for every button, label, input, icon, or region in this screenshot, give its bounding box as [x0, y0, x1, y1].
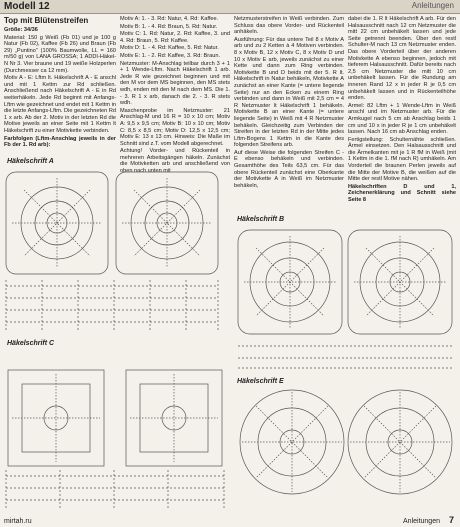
text-column-4: [348, 16, 456, 224]
mesh-pattern-text: Netzmuster: M-Anschlag teilbar durch 3 + 1 + 1 Wende-Lftm. Nach Häkelschrift 1 arb. Jede R wie gezeichnet beginnen und mit den M vor dem MS beginnen, den MS stets wdh, enden mit den M nach dem MS. Die 1. - 3. R 1 x arb, danach die 2. - 3. R stets wdh.: [120, 60, 230, 107]
page-header: [0, 0, 460, 14]
crochet-chart-a: [2, 166, 230, 336]
sleeves-text: Armel: 82 Lftm + 1 Wende-Lftm in Weiß anschl und im Netzmuster arb. Für die Armkugel nach 5 cm ab Anschlag beids 1 cm und 10 x in jeder R je 1 cm unbehäkelt lassen. Nach 16 cm ab Anschlag enden.: [348, 102, 456, 136]
see-page-note: Häkelschriften D und 1, Zeichenerklärung und Schnitt siehe Seite 8: [348, 183, 456, 204]
text-column-1: [4, 16, 116, 158]
watermark-site: mirtah.ru: [4, 518, 32, 525]
chart-a-label: Häkelschrift A: [7, 158, 54, 165]
color-sequence-heading: Farbfolgen (Lftm-Anschlag jeweils in der Fb der 1. Rd arb):: [4, 135, 116, 149]
chart-c-label: Häkelschrift C: [7, 340, 55, 347]
size-text: Größe: 34/36: [4, 27, 38, 33]
motif-instructions: Motiv A - E: Lftm lt. Häkelschrift A - E anschl und mit 1 Kettm zur Rd schließen. Anschließend nach Häkelschrift A - E in Rd weiterhäkeln. Jede Rd beginnt mit Anfangs-Lftm wie gezeichnet und endet mit 1 Kettm in die letzte Anfangs-Lftm. Die gezeichneten Rd 1 x arb. Ab der 2. Motiv in der letzten Rd die Motive jeweils an einer Seite mit 1 Kettm lt Häkelschrift zu einer Motivkette verbinden.: [4, 75, 116, 134]
page-number: 7: [448, 515, 454, 525]
header-section: Anleitungen: [411, 1, 454, 10]
chart-e-label: Häkelschrift E: [237, 378, 284, 385]
material-text: Material: 150 g Weiß (Fb 01) und je 100 g Natur (Fb 02), Kaffee (Fb 26) und Braun (Fb 29) „Puntino“ (100% Baumwolle, LL = 160 m/50 g) von LANA GROSSA; 1 ADDI-Häkel-N Nr 3. Vier braune und 19 weiße Holzperlen (Durchmesser ca 12 mm).: [4, 34, 116, 74]
text-column-2: [120, 16, 230, 175]
back-part-text: Auf diese Weise die folgenden Streifen C - E ebenso behäkeln und verbinden. Gesamthöhe des Teils 63,5 cm. Für das obere Rückenteil zunächst eine Oberkante der Motivkette A in Weiß im Netzmuster behäkeln,: [234, 149, 344, 189]
execution-text: Ausführung: Für das untere Teil 8 x Motiv A arb und zu 2 Ketten à 4 Motiven verbinden. 8 x Motiv B, 12 x Motiv C, 8 x Motiv D und 10 x Motiv E arb, jeweils zunächst zu einer Kette und dann zum Ring verbinden. Motivkette B und D beids mit der 5. R lt. Häkelschrift in Natur behäkeln, Motivkette A zunächst an einer Kante (= untere liegende Seite) nur an den Ecken zu einem Ring verbinden und dann in Weiß mit 2,5 cm = 4 R Netzmuster lt Häkelschrift 1 behäkeln. Motivkette B an einer Kante (= untere liegende Seite) in Weiß mit 4 R Netzmuster behäkeln. Gleichzeitig zum Verbinden der Streifen in der letzten Rd in der Mitte jedes Lftm-Bogens 1 Kettm in die Kante des folgenden Streifens arb.: [234, 36, 344, 149]
motif-d-colors: Motiv D: 1. - 4. Rd: Kaffee, 5. Rd: Natur.: [120, 45, 219, 52]
attention-text: Achtung! Vorder- und Rückenteil in mehreren Arbeitsgängen häkeln. Zunächst die Motivketten arb und anschließend von oben nach unten mit: [120, 148, 230, 175]
motif-b-colors: Motiv B: 1. - 4. Rd: Braun, 5. Rd: Natur.: [120, 23, 218, 30]
crochet-chart-b: [234, 222, 456, 372]
model-subtitle: Top mit Blütenstreifen: [4, 16, 89, 25]
chart-b-label: Häkelschrift B: [237, 216, 285, 223]
text-column-3: [234, 16, 344, 222]
crochet-chart-e: [234, 380, 456, 510]
motif-e-colors: Motiv E: 1. - 2. Rd: Kaffee, 3. Rd: Braun.: [120, 52, 221, 59]
footer-section: Anleitungen: [403, 518, 440, 525]
motif-a-colors: Motiv A: 1. - 3. Rd: Natur, 4. Rd: Kaffee.: [120, 16, 219, 22]
gauge-text: Maschenprobe im Netzmuster: 21 Anschlag-M und 16 R = 10 x 10 cm; Motiv A: 9,5 x 9,5 cm; Motiv B: 10 x 10 cm; Motiv C: 8,5 x 8,5 cm; Motiv D: 12,5 x 12,5 cm; Motiv E: 13 x 13 cm. Hinweis: Die Maße im Schnitt sind z.T. vom Modell abgerechnet.: [120, 107, 230, 147]
motif-c-colors: Motiv C: 1. Rd: Natur, 2. Rd: Kaffee, 3. und 4. Rd: Braun, 5. Rd: Kaffee.: [120, 31, 230, 44]
finishing-text: Fertigstellung: Schulternähte schließen. Ärmel einsetzen. Den Halsausschnitt und die Ärmelkanten mit je 1 R fM in Weiß (mit 1 Kettm in die 1. fM nach R) umhäkeln. Am Vorderteil die braunen Perlen jeweils auf die Mitte der Motive B, die weißen auf die Mitte der restl Motive nähen.: [348, 136, 456, 183]
joining-text: Netzmusterstreifen in Weiß verbinden. Zum Schluss das obere Vorder- und Rückenteil anhäkeln.: [234, 16, 344, 36]
page-title: Modell 12: [4, 1, 50, 12]
crochet-chart-c: [2, 352, 230, 512]
neckline-text: dabei die 1. R lt Häkelschrift A arb. Für den Halsausschnitt nach 12 cm Netzmuster die mitt 22 cm unbehäkelt lassen und jede Seite getrennt beenden. Über den restl Schulter-M nach 13 cm Netzmuster enden. Das obere Vorderteil über der anderen Motivkette A ebenso beginnen, jedoch mit tieferem Halsausschnitt. Dafür bereits nach 2,5 cm Netzmuster die mitt 10 cm unbehäkelt lassen. Für die Rundung am inneren Rand 12 x in jeder R je 0,5 cm unbehäkelt lassen und in Rückenteilhöhe enden.: [348, 16, 456, 102]
